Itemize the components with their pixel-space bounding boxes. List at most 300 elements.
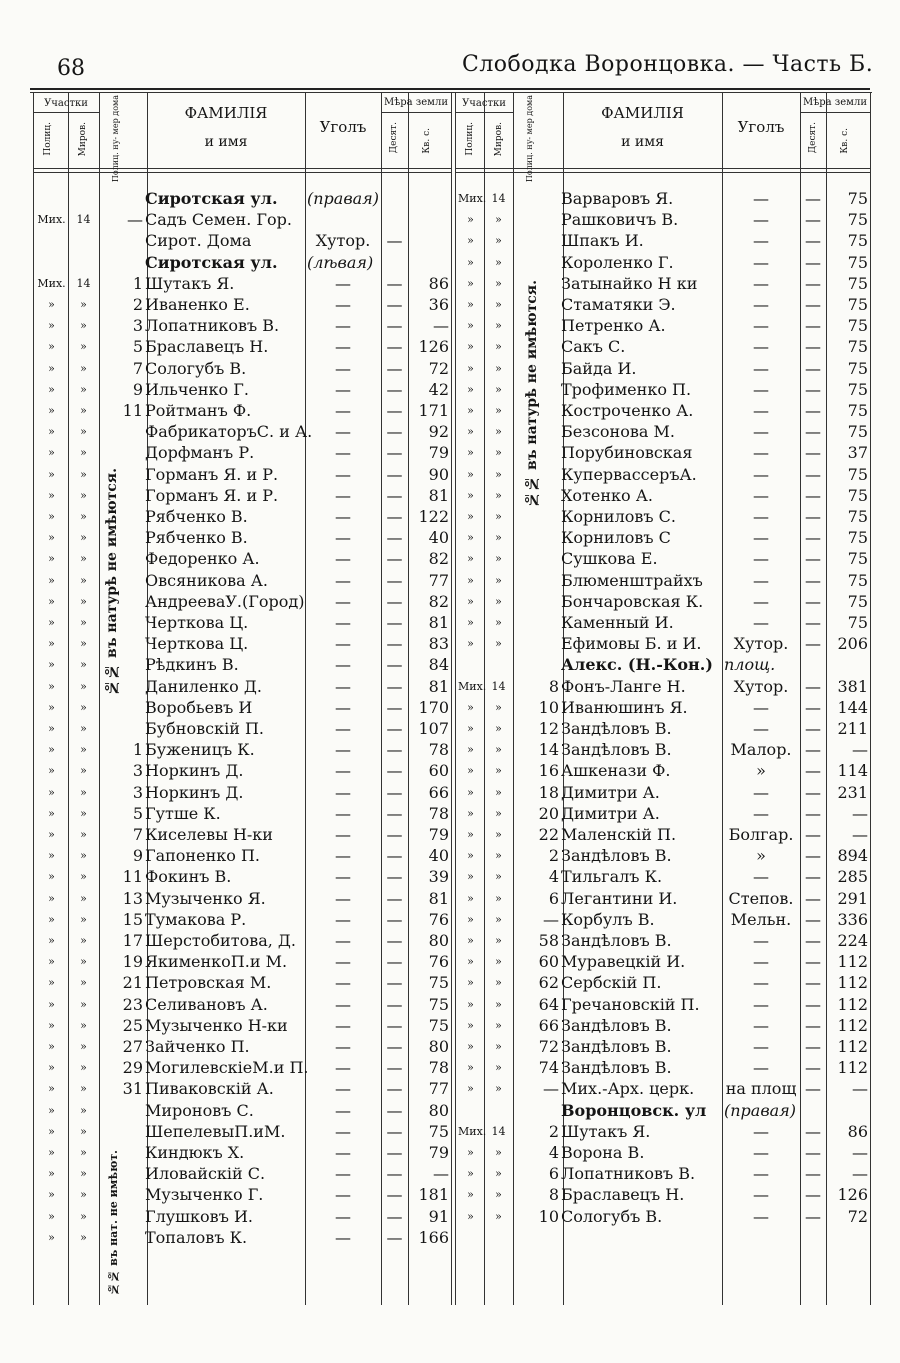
mirov-cell: » bbox=[80, 1167, 87, 1181]
polits-cell: » bbox=[467, 637, 474, 651]
name-cell: Сирот. Дома bbox=[145, 231, 252, 251]
table-row bbox=[0, 1057, 900, 1078]
ugol-cell: — bbox=[335, 973, 351, 993]
name-cell: Сиротская ул. bbox=[145, 252, 278, 272]
polits-cell: » bbox=[467, 319, 474, 333]
desyat-cell: — bbox=[805, 1143, 821, 1162]
kv-cell: 206 bbox=[837, 634, 868, 654]
kv-cell: — bbox=[852, 803, 868, 823]
house-number-cell: 29 bbox=[122, 1058, 143, 1078]
polits-cell: » bbox=[48, 552, 55, 566]
name-cell: Шутакъ Я. bbox=[145, 273, 235, 293]
kv-cell: 72 bbox=[428, 358, 449, 378]
house-number-cell: 66 bbox=[538, 1015, 559, 1035]
polits-cell: Мих. bbox=[458, 1124, 487, 1138]
kv-cell: 75 bbox=[428, 1015, 449, 1035]
ugol-cell: — bbox=[335, 740, 351, 760]
mirov-cell: » bbox=[80, 319, 87, 333]
kv-cell: 75 bbox=[847, 549, 868, 569]
ugol-cell: — bbox=[753, 443, 769, 463]
name-cell: Браславецъ Н. bbox=[145, 337, 269, 357]
name-cell: Легантини И. bbox=[561, 888, 678, 908]
mirov-cell: » bbox=[80, 1209, 87, 1223]
ugol-cell: (правая) bbox=[724, 1100, 797, 1120]
desyat-cell: — bbox=[386, 379, 403, 399]
mirov-cell: » bbox=[80, 488, 87, 502]
right-header-nomer: Полиц. ну- мер дома bbox=[525, 95, 534, 183]
table-row bbox=[0, 633, 900, 654]
house-number-cell: 62 bbox=[538, 973, 559, 993]
kv-cell: 42 bbox=[428, 379, 449, 399]
kv-cell: — bbox=[852, 1164, 868, 1184]
desyat-cell: — bbox=[386, 1058, 403, 1078]
name-cell: Мих.-Арх. церк. bbox=[561, 1079, 695, 1099]
table-row bbox=[0, 697, 900, 718]
name-cell: Петренко А. bbox=[561, 316, 666, 336]
name-cell: ШепелевыП.иМ. bbox=[145, 1121, 286, 1141]
mirov-cell: » bbox=[80, 891, 87, 905]
table-row bbox=[0, 464, 900, 485]
name-cell: Варваровъ Я. bbox=[561, 189, 674, 208]
polits-cell: » bbox=[48, 764, 55, 778]
desyat-cell: — bbox=[386, 464, 403, 484]
name-cell: Топаловъ К. bbox=[145, 1227, 248, 1247]
house-number-cell: 74 bbox=[538, 1058, 559, 1078]
house-number-cell: 60 bbox=[538, 952, 559, 972]
mirov-cell: 14 bbox=[76, 276, 91, 290]
mirov-cell: » bbox=[495, 488, 502, 502]
ugol-cell: (лѣвая) bbox=[307, 252, 374, 272]
desyat-cell: — bbox=[805, 825, 821, 844]
desyat-cell: — bbox=[805, 358, 821, 378]
mirov-cell: » bbox=[80, 1040, 87, 1053]
kv-cell: 75 bbox=[847, 337, 868, 357]
mirov-cell: » bbox=[80, 934, 87, 947]
ugol-cell: — bbox=[335, 761, 351, 781]
name-cell: Зандѣловъ В. bbox=[561, 719, 672, 738]
name-cell: Даниленко Д. bbox=[145, 676, 262, 696]
desyat-cell: — bbox=[805, 782, 821, 802]
mirov-cell: » bbox=[495, 1061, 502, 1075]
mirov-cell: » bbox=[80, 1061, 87, 1075]
kv-cell: 75 bbox=[847, 613, 868, 632]
polits-cell: » bbox=[48, 361, 55, 375]
polits-cell: » bbox=[48, 616, 55, 629]
polits-cell: » bbox=[48, 637, 55, 651]
polits-cell: » bbox=[467, 891, 474, 905]
ugol-cell: — bbox=[335, 1143, 351, 1162]
mirov-cell: » bbox=[80, 1082, 87, 1096]
mirov-cell: » bbox=[495, 276, 502, 290]
polits-cell: » bbox=[467, 255, 474, 269]
polits-cell: » bbox=[48, 1230, 55, 1244]
ugol-cell: — bbox=[335, 994, 351, 1014]
kv-cell: 90 bbox=[428, 464, 449, 484]
name-cell: Воронцовск. ул bbox=[561, 1100, 707, 1120]
house-number-cell: 20 bbox=[538, 803, 559, 823]
desyat-cell: — bbox=[805, 464, 821, 484]
mirov-cell: » bbox=[495, 213, 502, 227]
name-cell: Музыченко Я. bbox=[145, 888, 266, 908]
table-row bbox=[0, 379, 900, 400]
name-cell: Черткова Ц. bbox=[145, 634, 249, 654]
desyat-cell: — bbox=[386, 528, 403, 548]
kv-cell: 75 bbox=[847, 401, 868, 420]
name-cell: Сологубъ В. bbox=[561, 1206, 663, 1226]
desyat-cell: — bbox=[386, 952, 403, 972]
house-number-cell: 13 bbox=[122, 888, 143, 908]
ugol-cell: — bbox=[335, 1037, 351, 1056]
desyat-cell: — bbox=[805, 337, 821, 357]
ugol-cell: — bbox=[753, 570, 769, 590]
desyat-cell: — bbox=[386, 422, 403, 442]
polits-cell: » bbox=[48, 425, 55, 439]
desyat-cell: — bbox=[805, 570, 821, 590]
ugol-cell: » bbox=[756, 761, 766, 781]
desyat-cell: — bbox=[386, 295, 403, 314]
desyat-cell: — bbox=[386, 825, 403, 844]
polits-cell: » bbox=[48, 510, 55, 523]
desyat-cell: — bbox=[805, 931, 821, 950]
table-row bbox=[0, 824, 900, 845]
table-row bbox=[0, 400, 900, 421]
polits-cell: » bbox=[467, 700, 474, 714]
desyat-cell: — bbox=[386, 570, 403, 590]
desyat-cell: — bbox=[386, 740, 403, 760]
desyat-cell: — bbox=[386, 634, 403, 654]
mirov-cell: 14 bbox=[76, 213, 91, 227]
mirov-cell: » bbox=[80, 382, 87, 396]
polits-cell: » bbox=[48, 1209, 55, 1223]
mirov-cell: » bbox=[80, 594, 87, 608]
ugol-cell: — bbox=[335, 528, 351, 548]
kv-cell: 224 bbox=[837, 931, 868, 950]
mirov-cell: » bbox=[495, 912, 502, 926]
ugol-cell: — bbox=[335, 803, 351, 823]
desyat-cell: — bbox=[805, 316, 821, 336]
polits-cell: » bbox=[467, 828, 474, 841]
kv-cell: 285 bbox=[837, 867, 868, 887]
mirov-cell: » bbox=[80, 637, 87, 651]
house-number-cell: — bbox=[543, 1079, 559, 1099]
polits-cell: » bbox=[48, 700, 55, 714]
polits-cell: » bbox=[48, 467, 55, 481]
kv-cell: 86 bbox=[428, 273, 449, 293]
ugol-cell: — bbox=[335, 697, 351, 717]
desyat-cell: — bbox=[386, 613, 403, 632]
kv-cell: 231 bbox=[837, 782, 868, 802]
house-number-cell: 2 bbox=[132, 295, 143, 314]
table-row bbox=[0, 782, 900, 803]
house-number-cell: 1 bbox=[132, 273, 143, 293]
desyat-cell: — bbox=[805, 273, 821, 293]
house-number-cell: 2 bbox=[548, 846, 559, 866]
polits-cell: » bbox=[48, 955, 55, 969]
left-header-polits: Полиц. bbox=[43, 122, 53, 156]
polits-cell: » bbox=[467, 1188, 474, 1202]
mirov-cell: 14 bbox=[491, 192, 506, 205]
kv-cell: 114 bbox=[837, 761, 868, 781]
ugol-cell: — bbox=[753, 867, 769, 887]
kv-cell: 78 bbox=[428, 740, 449, 760]
ugol-cell: — bbox=[335, 1121, 351, 1141]
mirov-cell: » bbox=[495, 531, 502, 545]
polits-cell: » bbox=[467, 1040, 474, 1053]
polits-cell: » bbox=[48, 298, 55, 311]
mirov-cell: » bbox=[80, 743, 87, 757]
kv-cell: 81 bbox=[428, 485, 449, 505]
polits-cell: » bbox=[467, 552, 474, 566]
polits-cell: » bbox=[48, 531, 55, 545]
name-cell: АндрееваУ.(Город) bbox=[145, 591, 305, 611]
desyat-cell: — bbox=[386, 401, 403, 420]
name-cell: Зандѣловъ В. bbox=[561, 931, 672, 950]
polits-cell: » bbox=[48, 743, 55, 757]
kv-cell: 91 bbox=[428, 1206, 449, 1226]
ugol-cell: — bbox=[335, 1164, 351, 1184]
mirov-cell: » bbox=[495, 849, 502, 863]
page-title: Слободка Воронцовка. — Часть Б. bbox=[462, 52, 874, 77]
polits-cell: » bbox=[48, 997, 55, 1011]
name-cell: Мироновъ С. bbox=[145, 1100, 254, 1120]
kv-cell: 66 bbox=[428, 782, 449, 802]
name-cell: Димитри А. bbox=[561, 782, 660, 802]
kv-cell: 112 bbox=[837, 1058, 868, 1078]
mirov-cell: » bbox=[495, 298, 502, 311]
ugol-cell: — bbox=[753, 697, 769, 717]
ugol-cell: — bbox=[753, 401, 769, 420]
name-cell: Ройтманъ Ф. bbox=[145, 401, 252, 420]
mirov-cell: » bbox=[495, 552, 502, 566]
mirov-cell: » bbox=[495, 700, 502, 714]
ugol-cell: — bbox=[753, 1206, 769, 1226]
ugol-cell: Степов. bbox=[728, 888, 794, 908]
polits-cell: » bbox=[467, 976, 474, 990]
polits-cell: » bbox=[48, 319, 55, 333]
table-row bbox=[0, 209, 900, 230]
ugol-cell: — bbox=[753, 931, 769, 950]
name-cell: Ефимовы Б. и И. bbox=[561, 634, 702, 654]
kv-cell: 336 bbox=[837, 909, 868, 929]
house-number-cell: 4 bbox=[548, 1143, 559, 1162]
polits-cell: » bbox=[48, 891, 55, 905]
ugol-cell: Хутор. bbox=[733, 634, 789, 654]
right-header-uchastki: Участки bbox=[462, 98, 506, 109]
house-number-cell: 18 bbox=[538, 782, 559, 802]
mirov-cell: » bbox=[80, 849, 87, 863]
kv-cell: 82 bbox=[428, 591, 449, 611]
desyat-cell: — bbox=[805, 528, 821, 548]
ugol-cell: — bbox=[753, 1185, 769, 1205]
mirov-cell: » bbox=[80, 446, 87, 460]
kv-cell: 36 bbox=[428, 295, 449, 314]
table-row bbox=[0, 718, 900, 739]
kv-cell: 126 bbox=[418, 337, 449, 357]
desyat-cell: — bbox=[386, 782, 403, 802]
desyat-cell: — bbox=[805, 1164, 821, 1184]
table-row bbox=[0, 1036, 900, 1057]
ugol-cell: — bbox=[753, 528, 769, 548]
ugol-cell: — bbox=[753, 464, 769, 484]
name-cell: Зайченко П. bbox=[145, 1037, 250, 1056]
ugol-cell: на площ bbox=[725, 1079, 797, 1099]
mirov-cell: » bbox=[495, 425, 502, 439]
name-cell: Трофименко П. bbox=[561, 379, 692, 399]
polits-cell: » bbox=[467, 298, 474, 311]
house-number-cell: 5 bbox=[132, 337, 143, 357]
ugol-cell: — bbox=[753, 549, 769, 569]
ugol-cell: — bbox=[335, 1058, 351, 1078]
desyat-cell: — bbox=[805, 1121, 821, 1141]
name-cell: Затынайко Н ки bbox=[561, 273, 698, 293]
name-cell: Глушковъ И. bbox=[145, 1206, 253, 1226]
polits-cell: » bbox=[48, 806, 55, 820]
mirov-cell: » bbox=[495, 340, 502, 354]
polits-cell: » bbox=[48, 1040, 55, 1053]
house-number-cell: 3 bbox=[132, 761, 143, 781]
desyat-cell: — bbox=[805, 443, 821, 463]
mirov-cell: » bbox=[495, 319, 502, 333]
house-number-cell: 5 bbox=[132, 803, 143, 823]
ugol-cell: — bbox=[335, 507, 351, 526]
mirov-cell: » bbox=[80, 997, 87, 1011]
mirov-cell: » bbox=[80, 828, 87, 841]
name-cell: Рѣдкинъ В. bbox=[145, 655, 239, 675]
polits-cell: » bbox=[467, 912, 474, 926]
kv-cell: 78 bbox=[428, 803, 449, 823]
ugol-cell: — bbox=[335, 931, 351, 950]
kv-cell: 75 bbox=[847, 422, 868, 442]
kv-cell: 80 bbox=[428, 1037, 449, 1056]
mirov-cell: » bbox=[495, 955, 502, 969]
table-row bbox=[0, 676, 900, 697]
desyat-cell: — bbox=[805, 485, 821, 505]
house-number-cell: 64 bbox=[538, 994, 559, 1014]
name-cell: Черткова Ц. bbox=[145, 613, 249, 632]
kv-cell: 75 bbox=[847, 189, 868, 208]
kv-cell: 112 bbox=[837, 1037, 868, 1056]
uchastki-rule bbox=[455, 112, 513, 113]
desyat-cell: — bbox=[805, 867, 821, 887]
ugol-cell: — bbox=[753, 1121, 769, 1141]
name-cell: Зандѣловъ В. bbox=[561, 1037, 672, 1056]
name-cell: Фокинъ В. bbox=[145, 867, 232, 887]
name-cell: Хотенко А. bbox=[561, 485, 653, 505]
name-cell: Иловайскій С. bbox=[145, 1164, 266, 1184]
name-cell: Гапоненко П. bbox=[145, 846, 260, 866]
desyat-cell: — bbox=[386, 867, 403, 887]
desyat-cell: — bbox=[805, 189, 821, 208]
mirov-cell: » bbox=[80, 1230, 87, 1244]
mirov-cell: » bbox=[495, 1040, 502, 1053]
polits-cell: » bbox=[467, 764, 474, 778]
polits-cell: » bbox=[48, 446, 55, 460]
ugol-cell: Малор. bbox=[730, 740, 792, 760]
ugol-cell: — bbox=[753, 1015, 769, 1035]
mirov-cell: » bbox=[495, 828, 502, 841]
mirov-cell: » bbox=[495, 976, 502, 990]
house-number-cell: 31 bbox=[122, 1079, 143, 1099]
ugol-cell: — bbox=[335, 316, 351, 336]
mirov-cell: » bbox=[80, 467, 87, 481]
name-cell: Порубиновская bbox=[561, 443, 693, 463]
house-number-cell: 4 bbox=[548, 867, 559, 887]
kv-cell: — bbox=[852, 740, 868, 760]
table-row bbox=[0, 188, 900, 209]
table-row bbox=[0, 485, 900, 506]
desyat-cell: — bbox=[386, 507, 403, 526]
name-cell: Садъ Семен. Гор. bbox=[145, 210, 292, 230]
table-row bbox=[0, 845, 900, 866]
mirov-cell: » bbox=[495, 870, 502, 884]
name-cell: Бубновскій П. bbox=[145, 719, 264, 738]
kv-cell: 81 bbox=[428, 676, 449, 696]
table-row bbox=[0, 994, 900, 1015]
desyat-cell: — bbox=[805, 295, 821, 314]
house-number-cell: 21 bbox=[122, 973, 143, 993]
polits-cell: » bbox=[467, 1209, 474, 1223]
polits-cell: » bbox=[467, 446, 474, 460]
polits-cell: » bbox=[48, 722, 55, 735]
polits-cell: » bbox=[48, 1103, 55, 1117]
name-cell: Фонъ-Ланге Н. bbox=[561, 676, 686, 696]
kv-cell: 75 bbox=[847, 231, 868, 251]
desyat-cell: — bbox=[386, 485, 403, 505]
mirov-cell: » bbox=[495, 722, 502, 735]
ugol-cell: — bbox=[753, 189, 769, 208]
polits-cell: » bbox=[467, 616, 474, 629]
kv-cell: 83 bbox=[428, 634, 449, 654]
mirov-cell: » bbox=[80, 722, 87, 735]
kv-cell: 112 bbox=[837, 952, 868, 972]
name-cell: Зандѣловъ В. bbox=[561, 1058, 672, 1078]
polits-cell: » bbox=[467, 785, 474, 799]
desyat-cell: — bbox=[386, 719, 403, 738]
house-number-cell: 14 bbox=[538, 740, 559, 760]
mirov-cell: » bbox=[495, 934, 502, 947]
kv-cell: — bbox=[433, 316, 449, 336]
ugol-cell: — bbox=[335, 401, 351, 420]
kv-cell: 291 bbox=[837, 888, 868, 908]
mirov-cell: 14 bbox=[491, 1124, 506, 1138]
table-row bbox=[0, 1078, 900, 1099]
right-header-mera: Мѣра земли bbox=[803, 97, 867, 108]
mirov-cell: » bbox=[80, 955, 87, 969]
desyat-cell: — bbox=[386, 803, 403, 823]
ugol-cell: — bbox=[335, 485, 351, 505]
table-row bbox=[0, 1142, 900, 1163]
name-cell: Сербскій П. bbox=[561, 973, 662, 993]
polits-cell: » bbox=[467, 213, 474, 227]
header-bottom-rule bbox=[33, 168, 451, 169]
desyat-cell: — bbox=[805, 1058, 821, 1078]
name-cell: Петровская М. bbox=[145, 973, 272, 993]
polits-cell: » bbox=[467, 361, 474, 375]
ugol-cell: — bbox=[335, 825, 351, 844]
polits-cell: » bbox=[467, 488, 474, 502]
table-row bbox=[0, 888, 900, 909]
desyat-cell: — bbox=[805, 1206, 821, 1226]
kv-cell: 107 bbox=[418, 719, 449, 738]
ugol-cell: — bbox=[335, 443, 351, 463]
ugol-cell: — bbox=[335, 337, 351, 357]
ugol-cell: — bbox=[753, 379, 769, 399]
desyat-cell: — bbox=[805, 973, 821, 993]
table-row bbox=[0, 1163, 900, 1184]
ugol-cell: Болгар. bbox=[728, 825, 794, 844]
house-number-cell: — bbox=[543, 909, 559, 929]
polits-cell: » bbox=[48, 382, 55, 396]
